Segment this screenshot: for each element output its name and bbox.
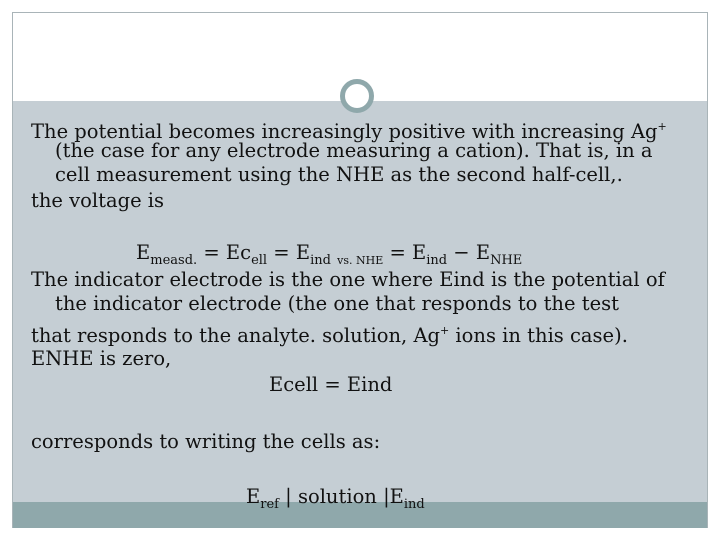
text-run: ions in this case).	[449, 324, 628, 347]
text-run: = E	[273, 241, 311, 264]
equation-2: Ecell = Eind	[269, 373, 393, 396]
paragraph-1-line-3: cell measurement using the NHE as the second half-cell,.	[55, 163, 623, 186]
paragraph-2-line-1: The indicator electrode is the one where Eind is the potential of	[31, 268, 665, 291]
text-run: The potential becomes increasingly positive with increasing Ag	[31, 120, 658, 143]
circle-ornament-icon	[340, 79, 374, 113]
subscript: ind	[426, 253, 448, 268]
paragraph-1-line-4: the voltage is	[31, 189, 165, 212]
paragraph-2-line-4: ENHE is zero,	[31, 347, 172, 370]
text-run: = E	[389, 241, 427, 264]
subscript: vs. NHE	[337, 254, 384, 267]
subscript: ell	[251, 253, 268, 268]
text-run: | solution |E	[278, 485, 404, 508]
subscript: NHE	[490, 253, 523, 268]
subscript: measd.	[150, 253, 198, 268]
text-run: = Ec	[203, 241, 252, 264]
text-run: E	[246, 485, 261, 508]
text-run: E	[136, 241, 151, 264]
text-run: − E	[453, 241, 491, 264]
superscript: +	[440, 324, 450, 337]
superscript: +	[657, 120, 667, 133]
subscript: ref	[260, 497, 279, 512]
subscript: ind	[403, 497, 425, 512]
text-run: that responds to the analyte. solution, Ag	[31, 324, 441, 347]
paragraph-2-line-2: the indicator electrode (the one that responds to the test	[55, 292, 619, 315]
subscript: ind	[310, 253, 331, 268]
paragraph-2-line-3	[31, 318, 628, 349]
paragraph-1-line-2: (the case for any electrode measuring a cation). That is, in a	[55, 139, 653, 162]
paragraph-3: corresponds to writing the cells as:	[31, 430, 381, 453]
equation-3	[246, 484, 425, 518]
